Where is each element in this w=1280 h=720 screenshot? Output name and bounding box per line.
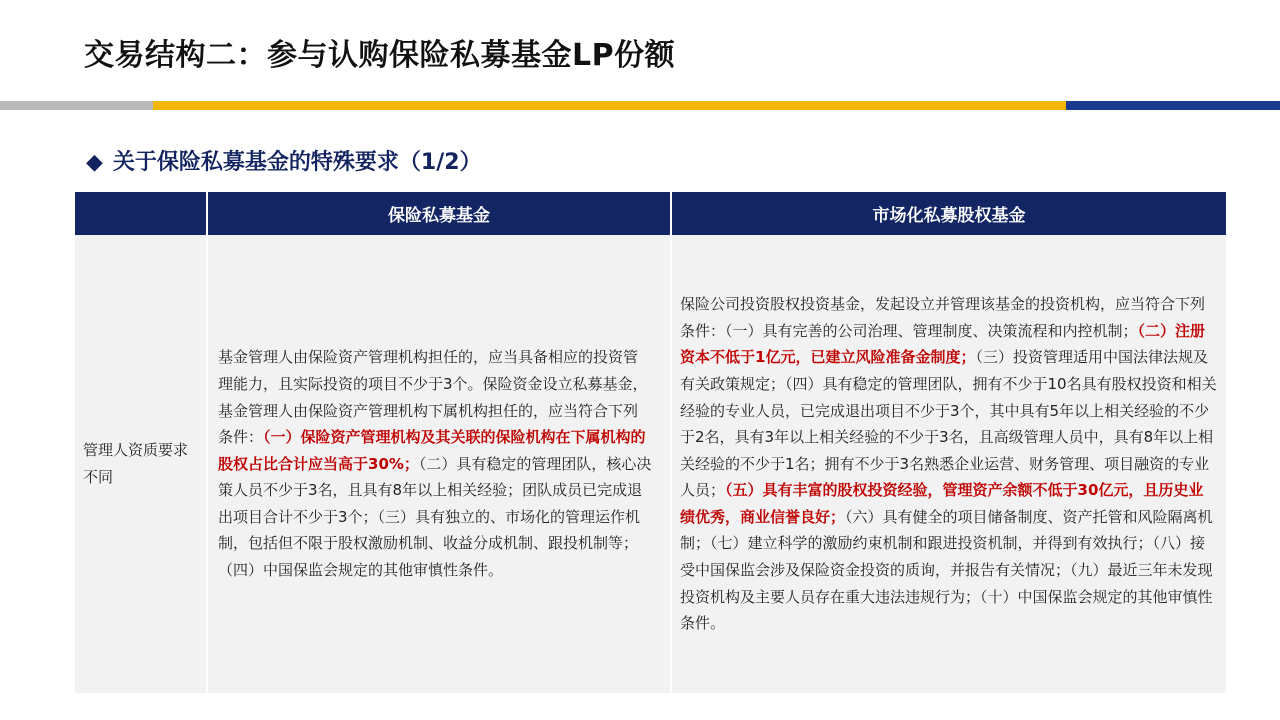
header-band-gold (153, 101, 1066, 110)
header-cell-insurance-fund: 保险私募基金 (207, 192, 671, 235)
insurance-fund-requirements (207, 235, 671, 693)
text-segment: 基金管理人由保险资产管理机构担任的，应当具备相应的投资管理能力，且实际投资的项目不少于3个。保险资金设立私募基金，基金管理人由保险资产管理机构下属机构担任的，应当符合下列条件： (218, 348, 648, 447)
highlight-segment: （一）保险资产管理机构及其关联的保险机构在下属机构的股权占比合计应当高于30%； (218, 428, 646, 473)
header-band-gray (0, 101, 153, 110)
text-segment: （三）投资管理适用中国法律法规及有关政策规定；（四）具有稳定的管理团队，拥有不少于10名具有股权投资和相关经验的专业人员，已完成退出项目不少于3个，其中具有5年以上相关经验的不少于2名，具有3年以上相关经验的不少于3名，且高级管理人员中，具有8年以上相关经验的不少于1名；拥有不少于3名熟悉企业运营、财务管理、项目融资的专业人员； (680, 348, 1217, 500)
highlight-segment: （五）具有丰富的股权投资经验，管理资产余额不低于30亿元，且历史业绩优秀，商业信誉良好； (680, 481, 1204, 526)
section-title (86, 145, 482, 176)
row-label: 管理人资质要求不同 (75, 235, 207, 693)
header-cell-market-fund: 市场化私募股权基金 (671, 192, 1226, 235)
header-cell-blank (75, 192, 207, 235)
section-title-text: 关于保险私募基金的特殊要求（1/2） (112, 150, 482, 175)
text-segment: （六）具有健全的项目储备制度、资产托管和风险隔离机制；（七）建立科学的激励约束机制和跟进投资机制，并得到有效执行；（八）接受中国保监会涉及保险资金投资的质询，并报告有关情况；（九）最近三年未发现投资机构及主要人员存在重大违法违规行为；（十）中国保监会规定的其他审慎性条件。 (680, 507, 1213, 633)
table-header-row (75, 192, 1226, 235)
comparison-table (75, 192, 1226, 693)
diamond-bullet-icon: ◆ (86, 150, 103, 175)
header-band-navy (1066, 101, 1280, 110)
market-fund-requirements (671, 235, 1226, 693)
text-segment: （二）具有稳定的管理团队，核心决策人员不少于3名，且具有8年以上相关经验；团队成员已完成退出项目合计不少于3个；（三）具有独立的、市场化的管理运作机制，包括但不限于股权激励机制、收益分成机制、跟投机制等；（四）中国保监会规定的其他审慎性条件。 (218, 454, 652, 580)
highlight-segment: （二）注册资本不低于1亿元，已建立风险准备金制度； (680, 321, 1206, 367)
page-title: 交易结构二：参与认购保险私募基金LP份额 (84, 38, 676, 73)
text-segment: 保险公司投资股权投资基金，发起设立并管理该基金的投资机构，应当符合下列条件：（一）具有完善的公司治理、管理制度、决策流程和内控机制； (680, 295, 1206, 340)
table-row (75, 235, 1226, 693)
